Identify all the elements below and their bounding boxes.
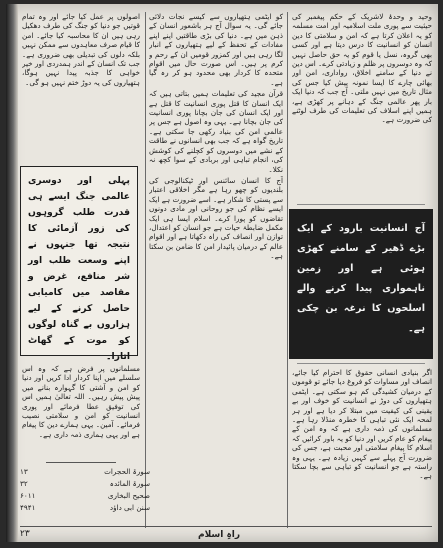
callout-text: پہلی اور دوسری عالمی جنگ ایسے ہی قدرت طلب گروہوں کی زور آزمائی کا نتیجہ تھا جنہوں نے اپنے وسعت طلب اور شر منافع، غرض و مقاصد میں کامیابی حاصل کرنے کے لیے ہزاروں بے گناہ لوگوں کو موت کے گھاٹ اتارا۔ <box>28 175 130 362</box>
pull-quote-text: آج انسانیت بارود کے ایک بڑے ڈھیر کے سامنے کھڑی ہوئی ہے اور زمین ناہمواری پیدا کرنے والے اسلحوں کا نرغہ بن چکی ہے۔ <box>297 223 425 334</box>
book-spine <box>6 4 18 542</box>
article-column-middle <box>149 12 283 528</box>
article-paragraph: قرآن مجید کی تعلیمات ہمیں بتاتی ہیں کہ ایک انسان کا قتل پوری انسانیت کا قتل ہے اور ایک انسان کی جان بچانا پوری انسانیت کی جان بچانا ہے۔ یہی وہ اصول ہے جس پر عالمی امن کی بنیاد رکھی جا سکتی ہے۔ تاریخ گواہ ہے کہ جب بھی انسانوں نے طاقت کے نشے میں دوسروں کو کچلنے کی کوشش کی، انجام تباہی اور بربادی کے سوا کچھ نہ نکلا۔ <box>149 89 283 174</box>
page-number: ۲۳ <box>20 529 30 539</box>
quote-bottom-rule <box>297 363 425 364</box>
article-paragraph: وحید و وحدۂ لاشریک کے حکم پیغمبر کی حیثیت سے پوری ملت اسلامیہ اور امت مسلمہ کو یہ اعلان کرتا ہے کہ امن و سلامتی کا دین انسان کو انسانیت کا درس دیتا ہے اور کسی بھی گروہ، نسل یا قوم کو یہ حق حاصل نہیں کہ وہ دوسروں پر ظلم و زیادتی کرے۔ اس دین نے دنیا کے سامنے اخلاق، رواداری، امن اور بھائی چارے کا ایسا نمونہ پیش کیا جس کی مثال تاریخ میں نہیں ملتی۔ آج جب کہ دنیا ایک بار پھر عالمی جنگ کے دہانے پر کھڑی ہے، ہمیں اپنے اسلاف کی تعلیمات کی طرف لوٹنے کی ضرورت ہے۔ <box>292 12 432 125</box>
pull-quote <box>289 209 433 359</box>
article-paragraph: مسلمانوں پر فرض ہے کہ وہ اس سلسلے میں اپنا کردار ادا کریں اور دنیا کو امن و آشتی کا گہوارہ بنانے میں پیش پیش رہیں۔ اللہ تعالیٰ ہمیں اس کی توفیق عطا فرمائے اور پوری انسانیت کو امن و سلامتی نصیب فرمائے۔ آمین۔ یہی ہمارے دین کا پیغام ہے اور یہی ہماری ذمہ داری ہے۔ <box>22 364 140 439</box>
reference-item: سورۃ الحجرات ۱۳ <box>20 467 150 476</box>
reference-item: سنن ابی داؤد ۴۹۴۱ <box>20 503 150 512</box>
article-column-left-lower <box>22 364 140 460</box>
reference-item: سورۃ المائدہ ۳۲ <box>20 479 150 488</box>
article-paragraph: کو ایٹمی ہتھیاروں سے کیسے نجات دلائی جائے گی۔ یہ سوال آج ہر باشعور انسان کے ذہن میں ہے۔ دنیا کی بڑی طاقتیں اپنے اپنے مفادات کے تحفظ کے لیے ہتھیاروں کے انبار لگا رہی ہیں اور کمزور قومیں ان کے رحم و کرم پر ہیں۔ اس صورت حال میں اقوام متحدہ کا کردار بھی محدود ہو کر رہ گیا ہے۔ <box>149 12 283 87</box>
column-divider <box>287 12 288 528</box>
column-divider <box>145 12 146 528</box>
article-column-right-lower <box>292 368 432 536</box>
article-paragraph: اگر بنیادی انسانی حقوق کا احترام کیا جائے، انصاف اور مساوات کو فروغ دیا جائے تو قوموں کے درمیان کشیدگی کم ہو سکتی ہے۔ ایٹمی ہتھیاروں کی دوڑ نے انسانیت کو خوف اور بے یقینی کی کیفیت میں مبتلا کر دیا ہے اور ہر لمحہ ایک نئی تباہی کا خطرہ منڈلا رہا ہے۔ مسلمانوں کی ذمہ داری ہے کہ وہ امن کے پیغام کو عام کریں اور دنیا کو یہ باور کرائیں کہ اسلام کا پیغام سلامتی اور محبت ہے، جس کی ضرورت آج پہلے سے کہیں زیادہ ہے۔ یہی وہ راستہ ہے جو انسانیت کو تباہی سے بچا سکتا ہے۔ <box>292 368 432 481</box>
magazine-page <box>6 4 438 542</box>
references-list <box>20 466 150 514</box>
article-column-left <box>22 12 140 162</box>
article-column-right <box>292 12 432 206</box>
callout-box <box>20 166 138 362</box>
article-paragraph: آج کا انسان سائنس اور ٹیکنالوجی کی بلندیوں کو چھو رہا ہے مگر اخلاقی اعتبار سے پستی کا شکار ہے۔ اسے ضرورت ہے ایک ایسے نظام کی جو روحانی اور مادی دونوں تقاضوں کو پورا کرے۔ اسلام ایسا ہی ایک مکمل ضابطۂ حیات ہے جو انسان کو اعتدال، توازن اور انصاف کی راہ دکھاتا ہے اور اقوام عالم کے درمیان پائیدار امن کا ضامن بن سکتا ہے۔ <box>149 175 283 261</box>
magazine-title: راہِ اسلام <box>197 530 241 540</box>
references-divider <box>46 462 116 463</box>
quote-top-rule <box>297 204 425 205</box>
footer-rule <box>20 526 432 527</box>
reference-item: صحیح البخاری ۶۰۱۱ <box>20 491 150 500</box>
article-paragraph: اصولوں پر عمل کیا جائے اور وہ تمام قوتیں جو دنیا کو جنگ کی طرف دھکیل رہی ہیں ان کا محاسبہ کیا جائے۔ امن کا قیام صرف معاہدوں سے ممکن نہیں بلکہ دلوں کی تبدیلی بھی ضروری ہے۔ جب تک انسان کے اندر ہمدردی اور خیر خواہی کا جذبہ پیدا نہیں ہوگا، ہتھیاروں کی یہ دوڑ ختم نہیں ہو گی۔ <box>22 12 140 87</box>
